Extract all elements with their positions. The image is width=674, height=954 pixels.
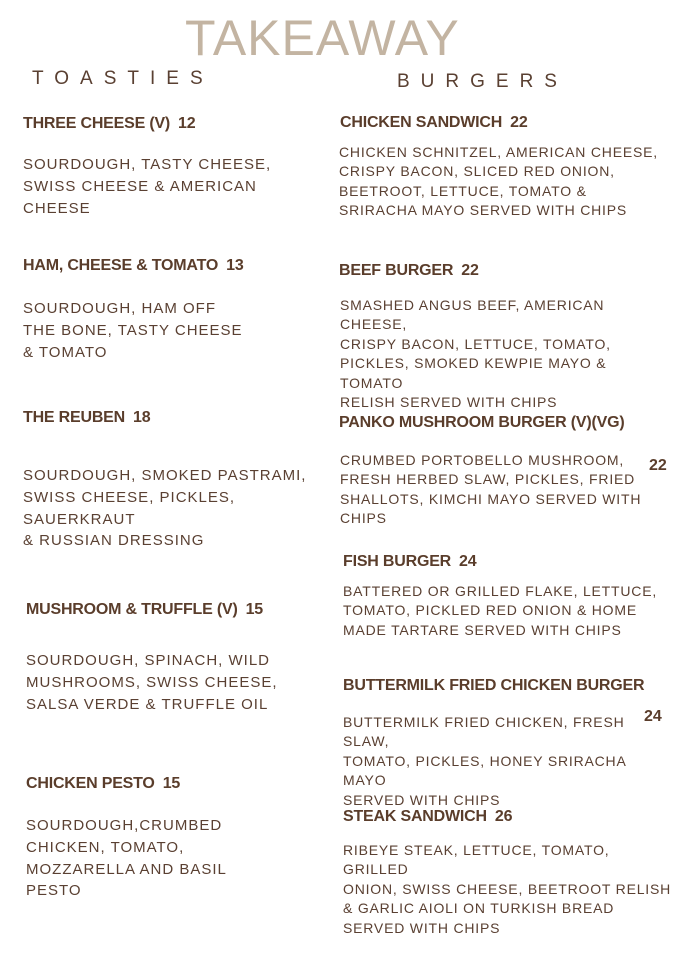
item-price: 26 (494, 808, 513, 825)
toastie-description (23, 154, 323, 219)
item-price: 24 (644, 708, 662, 725)
desc-line: & TOMATO (23, 343, 108, 361)
desc-line: CHEESE (23, 199, 91, 217)
toastie-title (23, 256, 244, 276)
desc-line: CHIPS (340, 510, 387, 527)
desc-line: SMASHED ANGUS BEEF, AMERICAN CHEESE, (340, 297, 605, 333)
item-price: 22 (649, 457, 667, 474)
desc-line: RIBEYE STEAK, LETTUCE, TOMATO, GRILLED (343, 842, 610, 878)
item-name: THE REUBEN (23, 409, 126, 426)
burger-title (343, 552, 476, 572)
item-price: 15 (162, 775, 181, 792)
toastie-title (26, 774, 180, 794)
burger-description (340, 451, 670, 529)
desc-line: SWISS CHEESE & AMERICAN (23, 177, 257, 195)
burger-description (343, 841, 673, 938)
desc-line: MUSHROOMS, SWISS CHEESE, (26, 673, 278, 691)
desc-line: BEETROOT, LETTUCE, TOMATO & (339, 182, 587, 199)
item-price: 22 (461, 262, 479, 279)
toastie-description (23, 298, 323, 363)
desc-line: CRISPY BACON, SLICED RED ONION, (339, 163, 615, 180)
burger-description (340, 296, 670, 412)
item-price: 13 (226, 257, 244, 274)
burger-title (343, 676, 644, 696)
burger-title (339, 261, 479, 281)
desc-line: & GARLIC AIOLI ON TURKISH BREAD (343, 900, 615, 917)
item-name: BEEF BURGER (339, 262, 454, 279)
item-name: FISH BURGER (343, 553, 452, 570)
item-price: 18 (133, 409, 151, 426)
desc-line: BATTERED OR GRILLED FLAKE, LETTUCE, (343, 583, 658, 599)
toasties-heading: TOASTIES (32, 68, 214, 89)
burger-description (343, 713, 673, 810)
desc-line: MADE TARTARE SERVED WITH CHIPS (343, 621, 622, 638)
desc-line: CRUMBED PORTOBELLO MUSHROOM, (340, 452, 625, 468)
item-name: MUSHROOM & TRUFFLE (V) (26, 601, 238, 618)
item-name: STEAK SANDWICH (343, 808, 487, 825)
item-name: CHICKEN PESTO (26, 775, 155, 792)
toastie-description (26, 650, 326, 715)
item-name: HAM, CHEESE & TOMATO (23, 257, 219, 274)
desc-line: TOMATO, PICKLED RED ONION & HOME (343, 602, 637, 619)
desc-line: SRIRACHA MAYO SERVED WITH CHIPS (339, 202, 627, 219)
menu-title: TAKEAWAY (185, 10, 460, 66)
desc-line: SAUERKRAUT (23, 510, 136, 528)
desc-line: & RUSSIAN DRESSING (23, 532, 205, 550)
desc-line: SALSA VERDE & TRUFFLE OIL (26, 695, 269, 713)
burgers-heading: BURGERS (397, 71, 568, 92)
desc-line: RELISH SERVED WITH CHIPS (340, 394, 558, 411)
burger-description (339, 143, 669, 221)
burger-title (340, 113, 528, 133)
burger-title (339, 413, 624, 433)
desc-line: MOZZARELLA AND BASIL (26, 860, 227, 878)
desc-line: SOURDOUGH,CRUMBED (26, 817, 223, 834)
toastie-description (23, 465, 323, 552)
desc-line: PICKLES, SMOKED KEWPIE MAYO & TOMATO (340, 355, 607, 391)
burger-title (343, 807, 512, 827)
desc-line: TOMATO, PICKLES, HONEY SRIRACHA MAYO (343, 752, 626, 789)
toastie-title (26, 600, 263, 620)
desc-line: SERVED WITH CHIPS (343, 791, 501, 808)
item-name: PANKO MUSHROOM BURGER (V)(VG) (339, 414, 625, 431)
desc-line: SHALLOTS, KIMCHI MAYO SERVED WITH (340, 490, 642, 507)
item-price: 12 (178, 115, 196, 132)
desc-line: SOURDOUGH, TASTY CHEESE, (23, 156, 272, 173)
desc-line: BUTTERMILK FRIED CHICKEN, FRESH SLAW, (343, 714, 625, 750)
toastie-description (26, 815, 326, 902)
desc-line: SERVED WITH CHIPS (343, 919, 501, 936)
desc-line: SOURDOUGH, SMOKED PASTRAMI, (23, 467, 307, 484)
desc-line: CRISPY BACON, LETTUCE, TOMATO, (340, 335, 611, 352)
toastie-title (23, 408, 150, 428)
toastie-title (23, 114, 195, 134)
desc-line: SWISS CHEESE, PICKLES, (23, 488, 236, 506)
item-price: 22 (510, 114, 528, 131)
desc-line: CHICKEN SCHNITZEL, AMERICAN CHEESE, (339, 144, 658, 160)
item-name: BUTTERMILK FRIED CHICKEN BURGER (343, 677, 645, 694)
item-price: 15 (245, 601, 263, 618)
item-name: CHICKEN SANDWICH (340, 114, 503, 131)
item-name: THREE CHEESE (V) (23, 115, 171, 132)
item-price: 24 (459, 553, 477, 570)
desc-line: SOURDOUGH, SPINACH, WILD (26, 652, 271, 669)
desc-line: ONION, SWISS CHEESE, BEETROOT RELISH (343, 880, 672, 897)
desc-line: FRESH HERBED SLAW, PICKLES, FRIED (340, 471, 636, 488)
desc-line: SOURDOUGH, HAM OFF (23, 300, 216, 317)
burger-description (343, 582, 673, 640)
desc-line: PESTO (26, 882, 82, 900)
desc-line: CHICKEN, TOMATO, (26, 838, 185, 856)
desc-line: THE BONE, TASTY CHEESE (23, 321, 243, 339)
